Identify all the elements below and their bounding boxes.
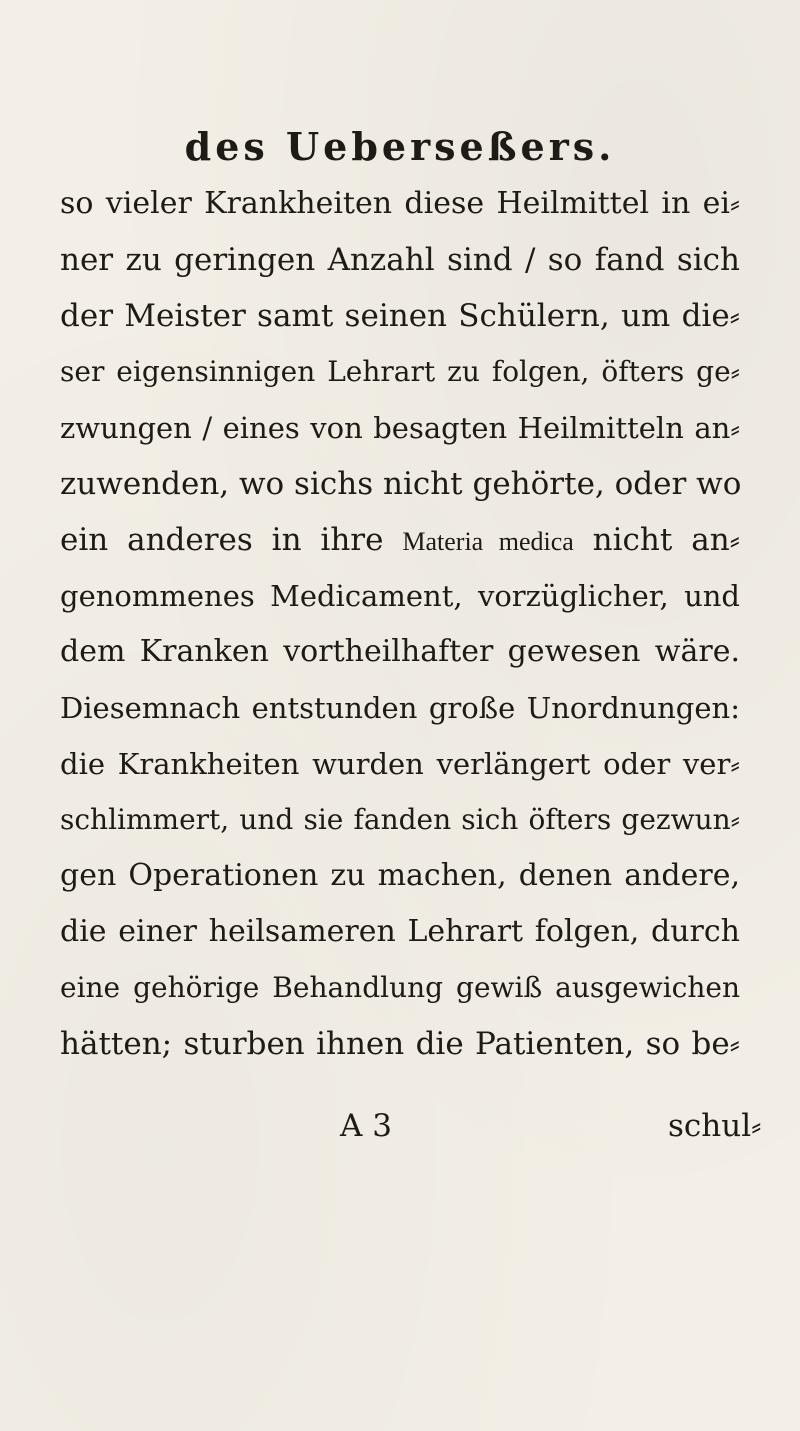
catchword: schul⸗ [668,1108,762,1144]
text-line: der Meister samt seinen Schülern, um die⸗ [60,298,740,334]
text-line: ser eigensinnigen Lehrart zu folgen, öfters ge⸗ [60,355,740,388]
text-line: ein anderes in ihre Materia medica nicht an⸗ [60,522,740,558]
running-head: des Ueberseßers. [184,124,616,169]
text-line: hätten; sturben ihnen die Patienten, so be⸗ [60,1026,740,1062]
text-line: zuwenden, wo sichs nicht gehörte, oder wo [60,466,742,502]
page-footer [0,1108,800,1158]
signature-mark: A 3 [340,1108,392,1144]
text-line: zwungen / eines von besagten Heilmitteln an⸗ [60,411,740,445]
latin-term: Materia medica [402,527,574,556]
text-line: Diesemnach entstunden große Unordnungen: [60,691,740,725]
text-line: schlimmert, und sie fanden sich öfters gezwun⸗ [60,803,740,836]
text-line: so vieler Krankheiten diese Heilmittel in ei⸗ [60,186,740,221]
text-line: die Krankheiten wurden verlängert oder ver⸗ [60,747,740,781]
text-line: dem Kranken vortheilhafter gewesen wäre. [60,634,740,669]
text-line: eine gehörige Behandlung gewiß ausgewichen [60,971,740,1004]
text-line: genommenes Medicament, vorzüglicher, und [60,579,740,613]
body-text [60,176,740,1072]
text-line: die einer heilsameren Lehrart folgen, durch [60,914,740,949]
text-line: ner zu geringen Anzahl sind / so fand sich [60,242,740,278]
text-line: gen Operationen zu machen, denen andere, [60,858,740,893]
